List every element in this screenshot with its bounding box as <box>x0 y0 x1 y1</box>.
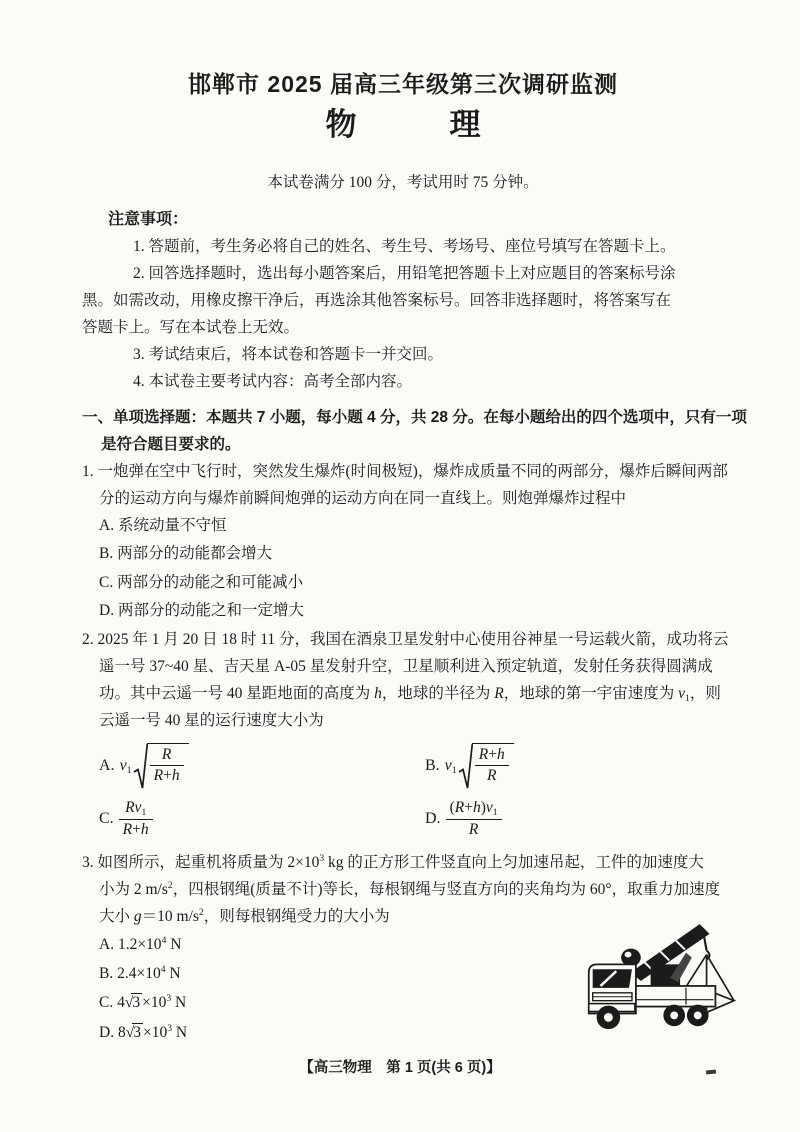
question-1-option-d: D. 两部分的动能之和一定增大 <box>99 602 304 620</box>
question-3-option-c: C. $4√3 \times 10^3$ N <box>99 993 187 1012</box>
notice-item-2-line-3: 答题卡上。写在本试卷上无效。 <box>82 319 300 336</box>
question-2-option-d <box>425 794 724 845</box>
question-2-line-4: 云遥一号 40 星的运行速度大小为 <box>99 711 324 729</box>
question-3-line-2: 小为 2 $m/s^2$，四根钢绳(质量不计)等长，每根钢绳与竖直方向的夹角均为 60°，取重力加速度 <box>99 879 721 898</box>
question-2-line-1: 2. 2025 年 1 月 20 日 18 时 11 分，我国在酒泉卫星发射中心使用谷神星一号运载火箭，成功将云 <box>82 630 729 648</box>
question-3-line-3: 大小 g＝10 $m/s^2$，则每根钢绳受力的大小为 <box>99 906 390 925</box>
fraction: $\frac{Rv_1}{R+h}$ <box>119 799 153 839</box>
notices-section <box>82 206 724 395</box>
notice-item-4: 4. 本试卷主要考试内容：高考全部内容。 <box>133 373 413 390</box>
exam-title: 邯郸市 2025 届高三年级第三次调研监测 <box>188 71 618 97</box>
sqrt-expression <box>458 743 514 790</box>
question-1-option-c: C. 两部分的动能之和可能减小 <box>99 573 304 591</box>
coefficient: $v_1$ <box>119 757 132 777</box>
question-2-line-2: 遥一号 37~40 星、吉天星 A-05 星发射升空，卫星顺利进入预定轨道，发射任务获得圆满成 <box>99 657 713 675</box>
option-label: B. <box>425 757 440 775</box>
option-label: C. <box>99 810 114 828</box>
question-3-line-1: 3. 如图所示，起重机将质量为 $2\times 10^3$ kg 的正方形工件竖直向上匀加速吊起，工件的加速度大 <box>82 852 704 871</box>
option-label: D. <box>425 810 441 828</box>
section-1-heading-line-1: 一、单项选择题：本题共 7 小题，每小题 4 分，共 28 分。在每小题给出的四个选项中，只有一项 <box>82 409 747 426</box>
section-1-heading <box>82 404 747 458</box>
question-1-option-a: A. 系统动量不守恒 <box>99 517 227 534</box>
fraction: $\frac{R}{R+h}$ <box>150 746 184 786</box>
section-1-heading-line-2: 是符合题目要求的。 <box>101 436 241 453</box>
question-2 <box>82 626 729 845</box>
question-3-option-b: B. $2.4\times 10^4$ N <box>99 963 181 983</box>
question-3-option-d: D. $8√3 \times 10^3$ N <box>99 1022 188 1041</box>
coefficient: $v_1$ <box>444 757 457 777</box>
subject-title: 物 理 <box>325 107 481 142</box>
question-2-option-c <box>99 794 425 845</box>
sqrt-expression <box>133 743 189 790</box>
page-footer: 【高三物理 第 1 页(共 6 页)】 <box>299 1060 501 1076</box>
notices-heading: 注意事项： <box>108 211 189 228</box>
radical-sign-icon <box>458 743 473 790</box>
question-3-option-a: A. $1.2\times 10^4$ N <box>99 934 182 953</box>
question-1-line-2: 分的运动方向与爆炸前瞬间炮弹的运动方向在同一直线上。则炮弹爆炸过程中 <box>99 490 627 507</box>
question-2-options <box>82 741 724 845</box>
notice-item-1: 1. 答题前，考生务必将自己的姓名、考生号、考场号、座位号填写在答题卡上。 <box>133 238 676 255</box>
fraction: $\frac{(R+h)v_1}{R}$ <box>446 799 502 839</box>
question-2-option-b <box>425 741 724 792</box>
page-content <box>82 0 747 1047</box>
option-label: A. <box>99 757 115 775</box>
question-2-option-a <box>99 741 425 792</box>
question-1 <box>82 458 728 626</box>
notice-item-2-line-1: 2. 回答选择题时，选出每小题答案后，用铅笔把答题卡上对应题目的答案标号涂 <box>133 265 676 282</box>
question-1-option-b: B. 两部分的动能都会增大 <box>99 545 273 563</box>
question-2-line-3: 功。其中云遥一号 40 星距地面的高度为 h，地球的半径为 R，地球的第一宇宙速度为 $v_1$，则 <box>99 684 721 704</box>
crane-truck-figure <box>576 908 738 1058</box>
notice-item-2-line-2: 黑。如需改动，用橡皮擦干净后，再选涂其他答案标号。回答非选择题时，将答案写在 <box>82 292 672 309</box>
notice-item-3: 3. 考试结束后，将本试卷和答题卡一并交回。 <box>133 346 444 363</box>
exam-info-line: 本试卷满分 100 分，考试用时 75 分钟。 <box>267 174 539 191</box>
radical-sign-icon <box>133 743 148 790</box>
fraction: $\frac{R+h}{R}$ <box>475 746 509 786</box>
question-1-line-1: 1. 一炮弹在空中飞行时，突然发生爆炸(时间极短)，爆炸成质量不同的两部分，爆炸后瞬间两部 <box>82 463 728 480</box>
